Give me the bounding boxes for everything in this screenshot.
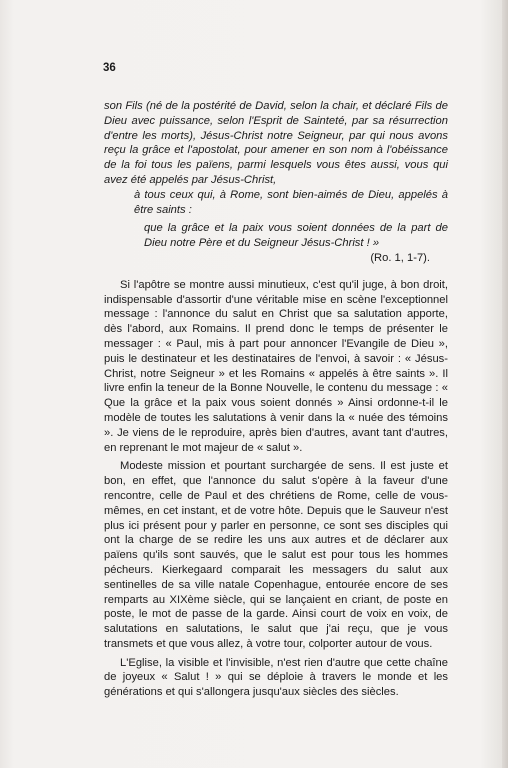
quote-part-3: que la grâce et la paix vous soient données de la part de Dieu notre Père et du Seigneur Jésus-Christ ! » (144, 222, 448, 250)
quote-part-1: son Fils (né de la postérité de David, selon la chair, et déclaré Fils de Dieu avec puissance, selon l'Esprit de Sainteté, par sa résurrection d'entre les morts), Jésus-Christ notre Seigneur, par qui nous avons reçu la grâce et l'apostolat, pour amener en son nom à l'obéissance de la foi tous les païens, parmi lesquels vous êtes aussi, vous qui avez été appelés par Jésus-Christ, (104, 100, 448, 186)
paragraph-3: L'Eglise, la visible et l'invisible, n'est rien d'autre que cette chaîne de joyeux « Salut ! » qui se déploie à travers le monde et les générations et qui s'allongera jusqu'aux siècles des siècles. (104, 656, 448, 699)
paragraph-1: Si l'apôtre se montre aussi minutieux, c'est qu'il juge, à bon droit, indispensable d'assortir d'une véritable mise en scène l'exceptionnel message : l'annonce du salut en Christ que sa salutation apporte, dès l'abord, aux Romains. Il prend donc le temps de présenter le messager : « Paul, mis à part pour annoncer l'Evangile de Dieu », puis le destinateur et les destinataires de l'envoi, à savoir : « Jésus-Christ, notre Seigneur » et les Romains « appelés à être saints ». Il livre enfin la teneur de la Bonne Nouvelle, le contenu du message : « Que la grâce et la paix vous soient donnés » Ainsi ordonne-t-il le modèle de toutes les salutations à venir dans la « nuée des témoins ». Je viens de le reproduire, après bien d'autres, avant tant d'autres, en reprenant le mot majeur de « salut ». (104, 278, 448, 454)
page-body (104, 99, 448, 700)
quote-reference: (Ro. 1, 1-7). (370, 251, 430, 264)
page-number: 36 (103, 62, 116, 74)
page-edge (502, 0, 508, 768)
scripture-quote (104, 99, 448, 266)
paragraph-2: Modeste mission et pourtant surchargée de sens. Il est juste et bon, en effet, que l'annonce du salut s'opère à la faveur d'une rencontre, celle de Paul et des chrétiens de Rome, celle de vous-mêmes, en cet instant, et de votre hôte. Depuis que le Sauveur n'est plus ici présent pour y parler en personne, ce sont ses disciples qui ont la charge de se redire les uns aux autres et de déclarer aux païens qu'ils sont sauvés, que le salut est pour tous les hommes pécheurs. Kierkegaard comparait les messagers du salut aux sentinelles de sa ville natale Copenhague, entourée encore de ses remparts au XIXème siècle, qui se lançaient en criant, de poste en poste, le mot de passe de la garde. Ainsi court de voix en voix, de salutations en salutations, le salut que j'ai reçu, que je vous transmets et que vous allez, à votre tour, colporter autour de vous. (104, 460, 448, 650)
quote-part-2: à tous ceux qui, à Rome, sont bien-aimés de Dieu, appelés à être saints : (134, 188, 448, 216)
